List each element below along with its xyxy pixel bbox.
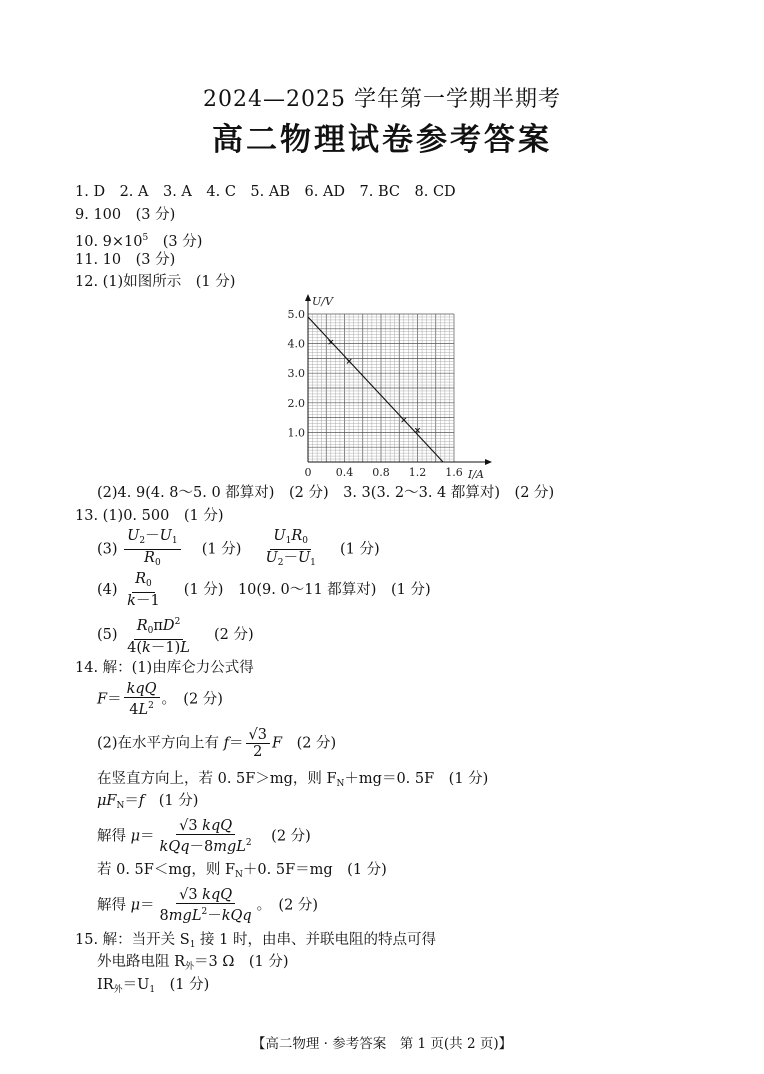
y-tick-label: 1.0 xyxy=(287,426,305,440)
x-tick-label: 0.4 xyxy=(335,466,354,479)
y-tick-label: 5.0 xyxy=(287,308,305,321)
ui-graph xyxy=(270,290,510,482)
q14-friction: $\mu F_N=f$ (1 分) xyxy=(97,793,199,811)
q14-part2: (2)在水平方向上有 f＝ $\frac{√3}{2}$ F (2 分) xyxy=(97,727,337,760)
q14-coulomb-formula: F＝ $\frac{\text{kqQ}}{4L^2}$ 。 (2 分) xyxy=(97,681,223,718)
x-tick-label: 0 xyxy=(304,466,312,479)
graph-axes xyxy=(305,294,492,465)
q9-answer: 9. 100 (3 分) xyxy=(75,207,176,223)
graph-grid xyxy=(308,314,454,462)
x-tick-label: 1.2 xyxy=(408,466,427,479)
q13-part3: (3) $\frac{U_2-U_1}{R_0}$ (1 分) $\frac{U_1R_0}{U_2-U_1}$ (1 分) xyxy=(97,528,380,568)
answer-key-title: 高二物理试卷参考答案 xyxy=(212,122,552,158)
q13-part4: (4) $\frac{R_0}{k-1}$ (1 分) 10(9. 0～11 都算对) (1 分) xyxy=(97,571,431,609)
y-tick-label: 2.0 xyxy=(287,396,305,410)
q10-answer: 10. $9\times 10^5$ (3 分) xyxy=(75,233,203,250)
q14-vertical: 在竖直方向上，若 0. 5F＞mg，则 $F_N+mg=0$. 5F (1 分) xyxy=(97,771,489,789)
q13-part5: (5) $\frac{R_0\pi D^2}{4(k-1)L}$ (2 分) xyxy=(97,614,254,656)
q12-part2: (2)4. 9(4. 8～5. 0 都算对) (2 分) 3. 3(3. 2～3. 4 都算对) (2 分) xyxy=(97,485,555,501)
q15-head: 15. 解：当开关 $S_1$ 接 1 时，由串、并联电阻的特点可得 xyxy=(75,932,437,950)
exam-title: 2024—2025 学年第一学期半期考 xyxy=(203,87,561,112)
q15-ir: $IR_外=U_1$ (1 分) xyxy=(97,977,210,995)
graph-marks xyxy=(308,317,443,462)
x-tick-label: 1.6 xyxy=(445,466,463,479)
q14-case2: 若 0. 5F＜mg，则 $F_N+0$. 5F＝mg (1 分) xyxy=(97,862,387,880)
y-tick-label: 4.0 xyxy=(287,337,305,351)
q11-answer: 11. 10 (3 分) xyxy=(75,252,176,268)
q14-head: 14. 解：(1)由库仑力公式得 xyxy=(75,660,254,676)
page-footer: 【高二物理 · 参考答案 第 1 页(共 2 页)】 xyxy=(251,1036,513,1052)
x-tick-label: 0.8 xyxy=(372,466,390,479)
graph-ticks xyxy=(288,308,463,479)
y-axis-label: U/V xyxy=(312,295,333,308)
x-axis-label: I/A xyxy=(468,468,484,481)
q15-resistance: 外电路电阻 $R_外=3$ Ω (1 分) xyxy=(97,954,289,972)
q13-part1: 13. (1)0. 500 (1 分) xyxy=(75,508,224,524)
y-tick-label: 3.0 xyxy=(287,367,305,381)
q14-solve1: 解得 μ＝ $\frac{\text{√3 kqQ}}{kQq-8mgL^2}$ (2 分) xyxy=(97,818,311,855)
q14-solve2: 解得 μ＝ $\frac{\text{√3 kqQ}}{8mgL^2-kQq}$ 。 (2 分) xyxy=(97,887,319,924)
y-axis-arrow xyxy=(305,294,311,301)
fit-line xyxy=(308,317,443,462)
mc-answers: 1. D 2. A 3. A 4. C 5. AB 6. AD 7. BC 8. CD xyxy=(75,184,456,200)
q12-part1: 12. (1)如图所示 (1 分) xyxy=(75,274,236,290)
x-axis-arrow xyxy=(485,459,492,465)
